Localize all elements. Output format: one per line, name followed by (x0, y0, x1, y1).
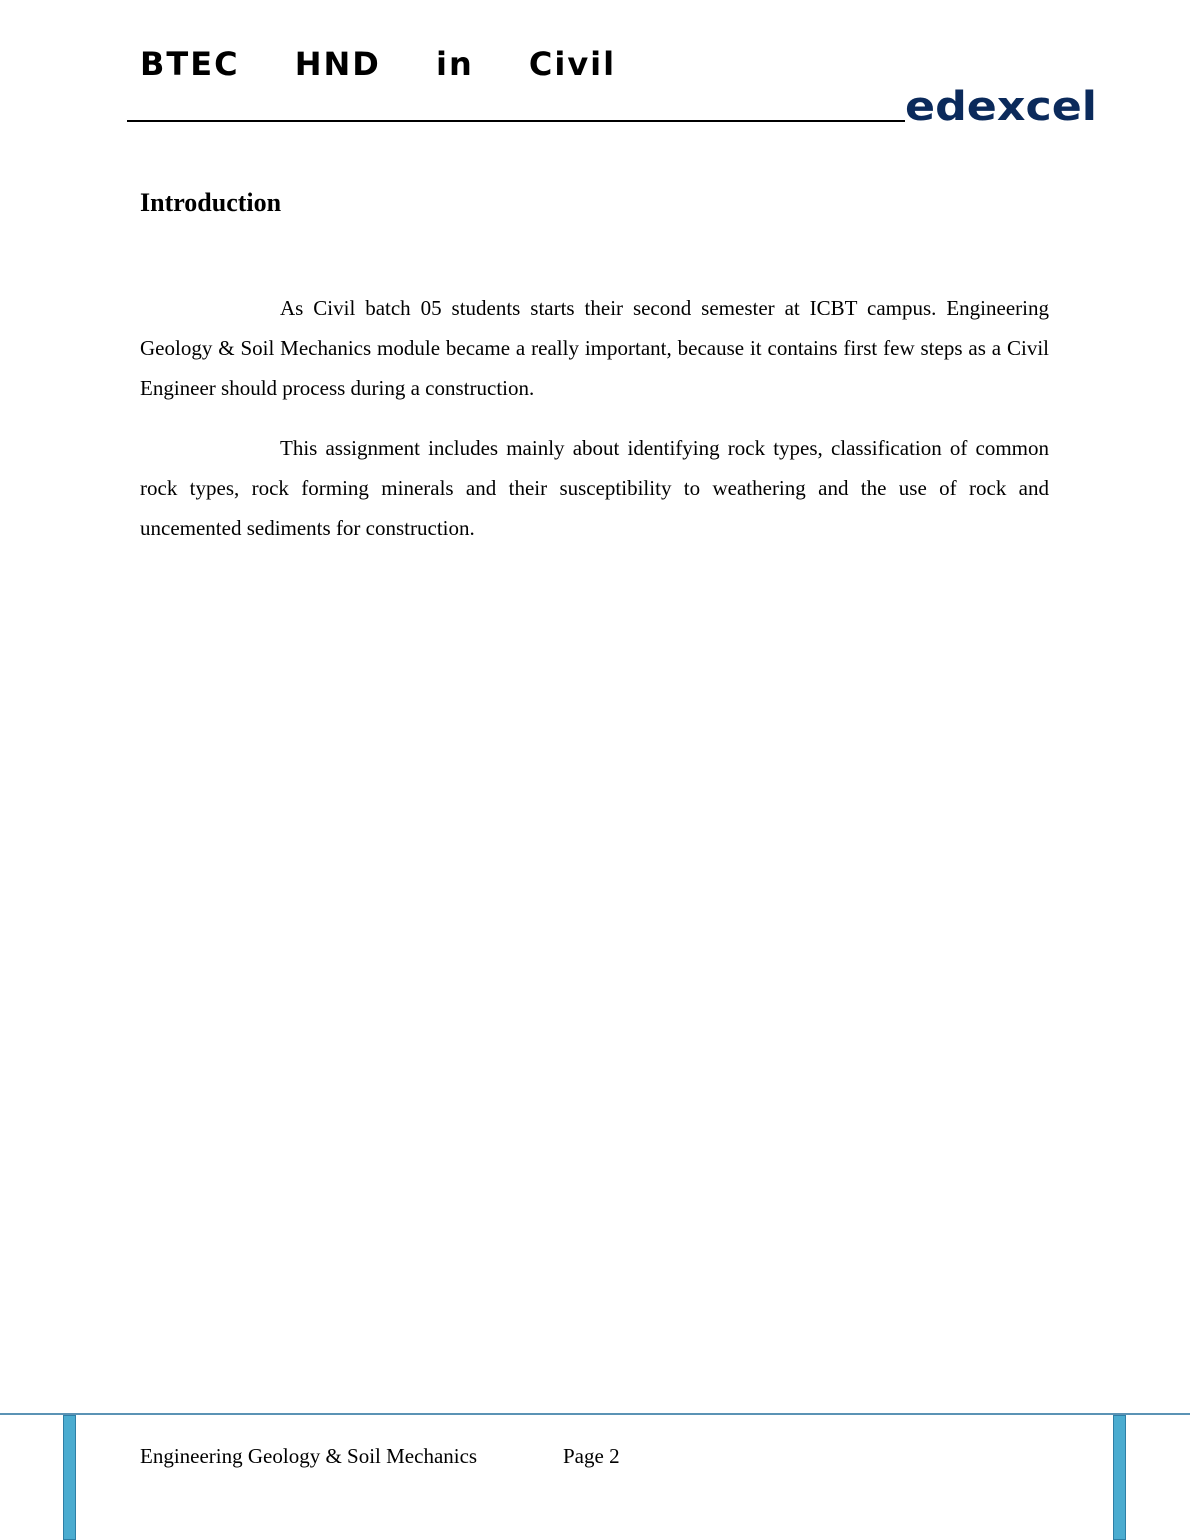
intro-paragraph-1: As Civil batch 05 students starts their second semester at ICBT campus. Engineering Geology & Soil Mechanics module became a really important, because it contains first few steps as a Civil Engineer should process during a construction. (140, 296, 1049, 400)
header-title: BTEC HND in Civil (140, 45, 617, 83)
footer-rule (0, 1413, 1190, 1415)
intro-paragraph-2: This assignment includes mainly about identifying rock types, classification of common rock types, rock forming minerals and their susceptibility to weathering and the use of rock and uncemented sediments for construction. (140, 436, 1049, 540)
footer-module-name: Engineering Geology & Soil Mechanics (140, 1444, 478, 1468)
footer-right-bar (1113, 1415, 1126, 1540)
edexcel-logo (903, 82, 1099, 126)
svg-text:edexcel: edexcel (905, 84, 1097, 126)
footer-left-bar (63, 1415, 76, 1540)
header-rule (127, 120, 905, 122)
edexcel-logo-mark (903, 82, 1099, 126)
section-heading: Introduction (140, 188, 282, 217)
page-number: Page 2 (563, 1444, 620, 1468)
